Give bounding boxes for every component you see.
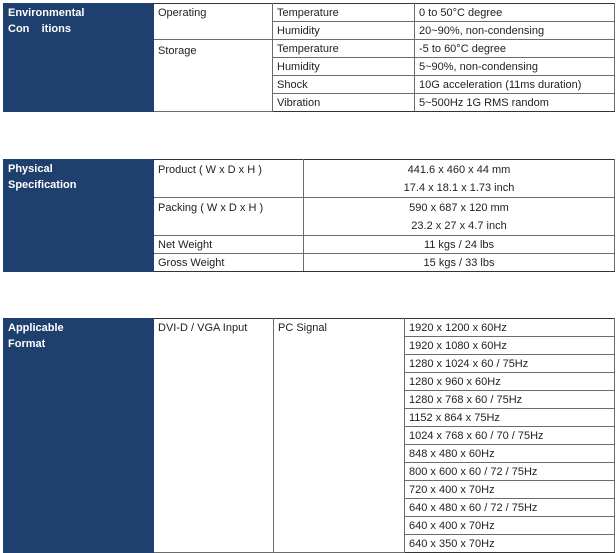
display-mode: 1920 x 1080 x 60Hz bbox=[405, 337, 615, 355]
input-label: DVI-D / VGA Input bbox=[154, 319, 274, 553]
display-mode: 1280 x 1024 x 60 / 75Hz bbox=[405, 355, 615, 373]
section-title-line1: Applicable bbox=[8, 322, 64, 334]
physical-section-header bbox=[4, 160, 154, 272]
display-mode: 720 x 400 x 70Hz bbox=[405, 481, 615, 499]
operating-label: Operating bbox=[154, 4, 273, 40]
display-mode: 640 x 480 x 60 / 72 / 75Hz bbox=[405, 499, 615, 517]
param-label: Temperature bbox=[273, 4, 415, 22]
param-value: 0 to 50°C degree bbox=[415, 4, 615, 22]
display-mode: 800 x 600 x 60 / 72 / 75Hz bbox=[405, 463, 615, 481]
signal-label: PC Signal bbox=[274, 319, 405, 553]
display-mode: 1280 x 960 x 60Hz bbox=[405, 373, 615, 391]
applicable-format-table bbox=[3, 318, 615, 553]
spec-value-line: 441.6 x 460 x 44 mm bbox=[407, 164, 511, 176]
param-label: Temperature bbox=[273, 40, 415, 58]
section-title-line2: Specification bbox=[8, 179, 77, 191]
spec-label: Net Weight bbox=[154, 236, 304, 254]
display-mode: 1920 x 1200 x 60Hz bbox=[405, 319, 615, 337]
environmental-conditions-table bbox=[3, 3, 615, 112]
physical-specification-table bbox=[3, 159, 615, 272]
section-title-line1: Physical bbox=[8, 163, 53, 175]
param-value: 10G acceleration (11ms duration) bbox=[415, 76, 615, 94]
section-title-line1: Environmental bbox=[8, 7, 85, 19]
spec-label: Gross Weight bbox=[154, 254, 304, 272]
spec-value bbox=[304, 160, 615, 198]
section-title-line2: Con itions bbox=[8, 23, 71, 35]
spec-label: Product ( W x D x H ) bbox=[154, 160, 304, 198]
param-value: 20~90%, non-condensing bbox=[415, 22, 615, 40]
display-mode: 640 x 400 x 70Hz bbox=[405, 517, 615, 535]
param-label: Humidity bbox=[273, 22, 415, 40]
format-section-header bbox=[4, 319, 154, 553]
spec-label: Packing ( W x D x H ) bbox=[154, 198, 304, 236]
display-mode: 1152 x 864 x 75Hz bbox=[405, 409, 615, 427]
param-value: 5~500Hz 1G RMS random bbox=[415, 94, 615, 112]
display-mode: 640 x 350 x 70Hz bbox=[405, 535, 615, 553]
param-label: Vibration bbox=[273, 94, 415, 112]
section-title-line2: Format bbox=[8, 338, 46, 350]
param-label: Shock bbox=[273, 76, 415, 94]
display-mode: 1280 x 768 x 60 / 75Hz bbox=[405, 391, 615, 409]
display-mode: 848 x 480 x 60Hz bbox=[405, 445, 615, 463]
param-value: -5 to 60°C degree bbox=[415, 40, 615, 58]
spec-value-line: 17.4 x 18.1 x 1.73 inch bbox=[403, 182, 515, 194]
spec-value-line: 23.2 x 27 x 4.7 inch bbox=[411, 220, 507, 232]
environmental-section-header bbox=[4, 4, 154, 112]
param-label: Humidity bbox=[273, 58, 415, 76]
spec-value bbox=[304, 198, 615, 236]
spec-value-line: 590 x 687 x 120 mm bbox=[409, 202, 509, 214]
spec-value: 15 kgs / 33 lbs bbox=[304, 254, 615, 272]
spec-value: 11 kgs / 24 lbs bbox=[304, 236, 615, 254]
display-mode: 1024 x 768 x 60 / 70 / 75Hz bbox=[405, 427, 615, 445]
storage-label: Storage bbox=[154, 40, 273, 112]
param-value: 5~90%, non-condensing bbox=[415, 58, 615, 76]
